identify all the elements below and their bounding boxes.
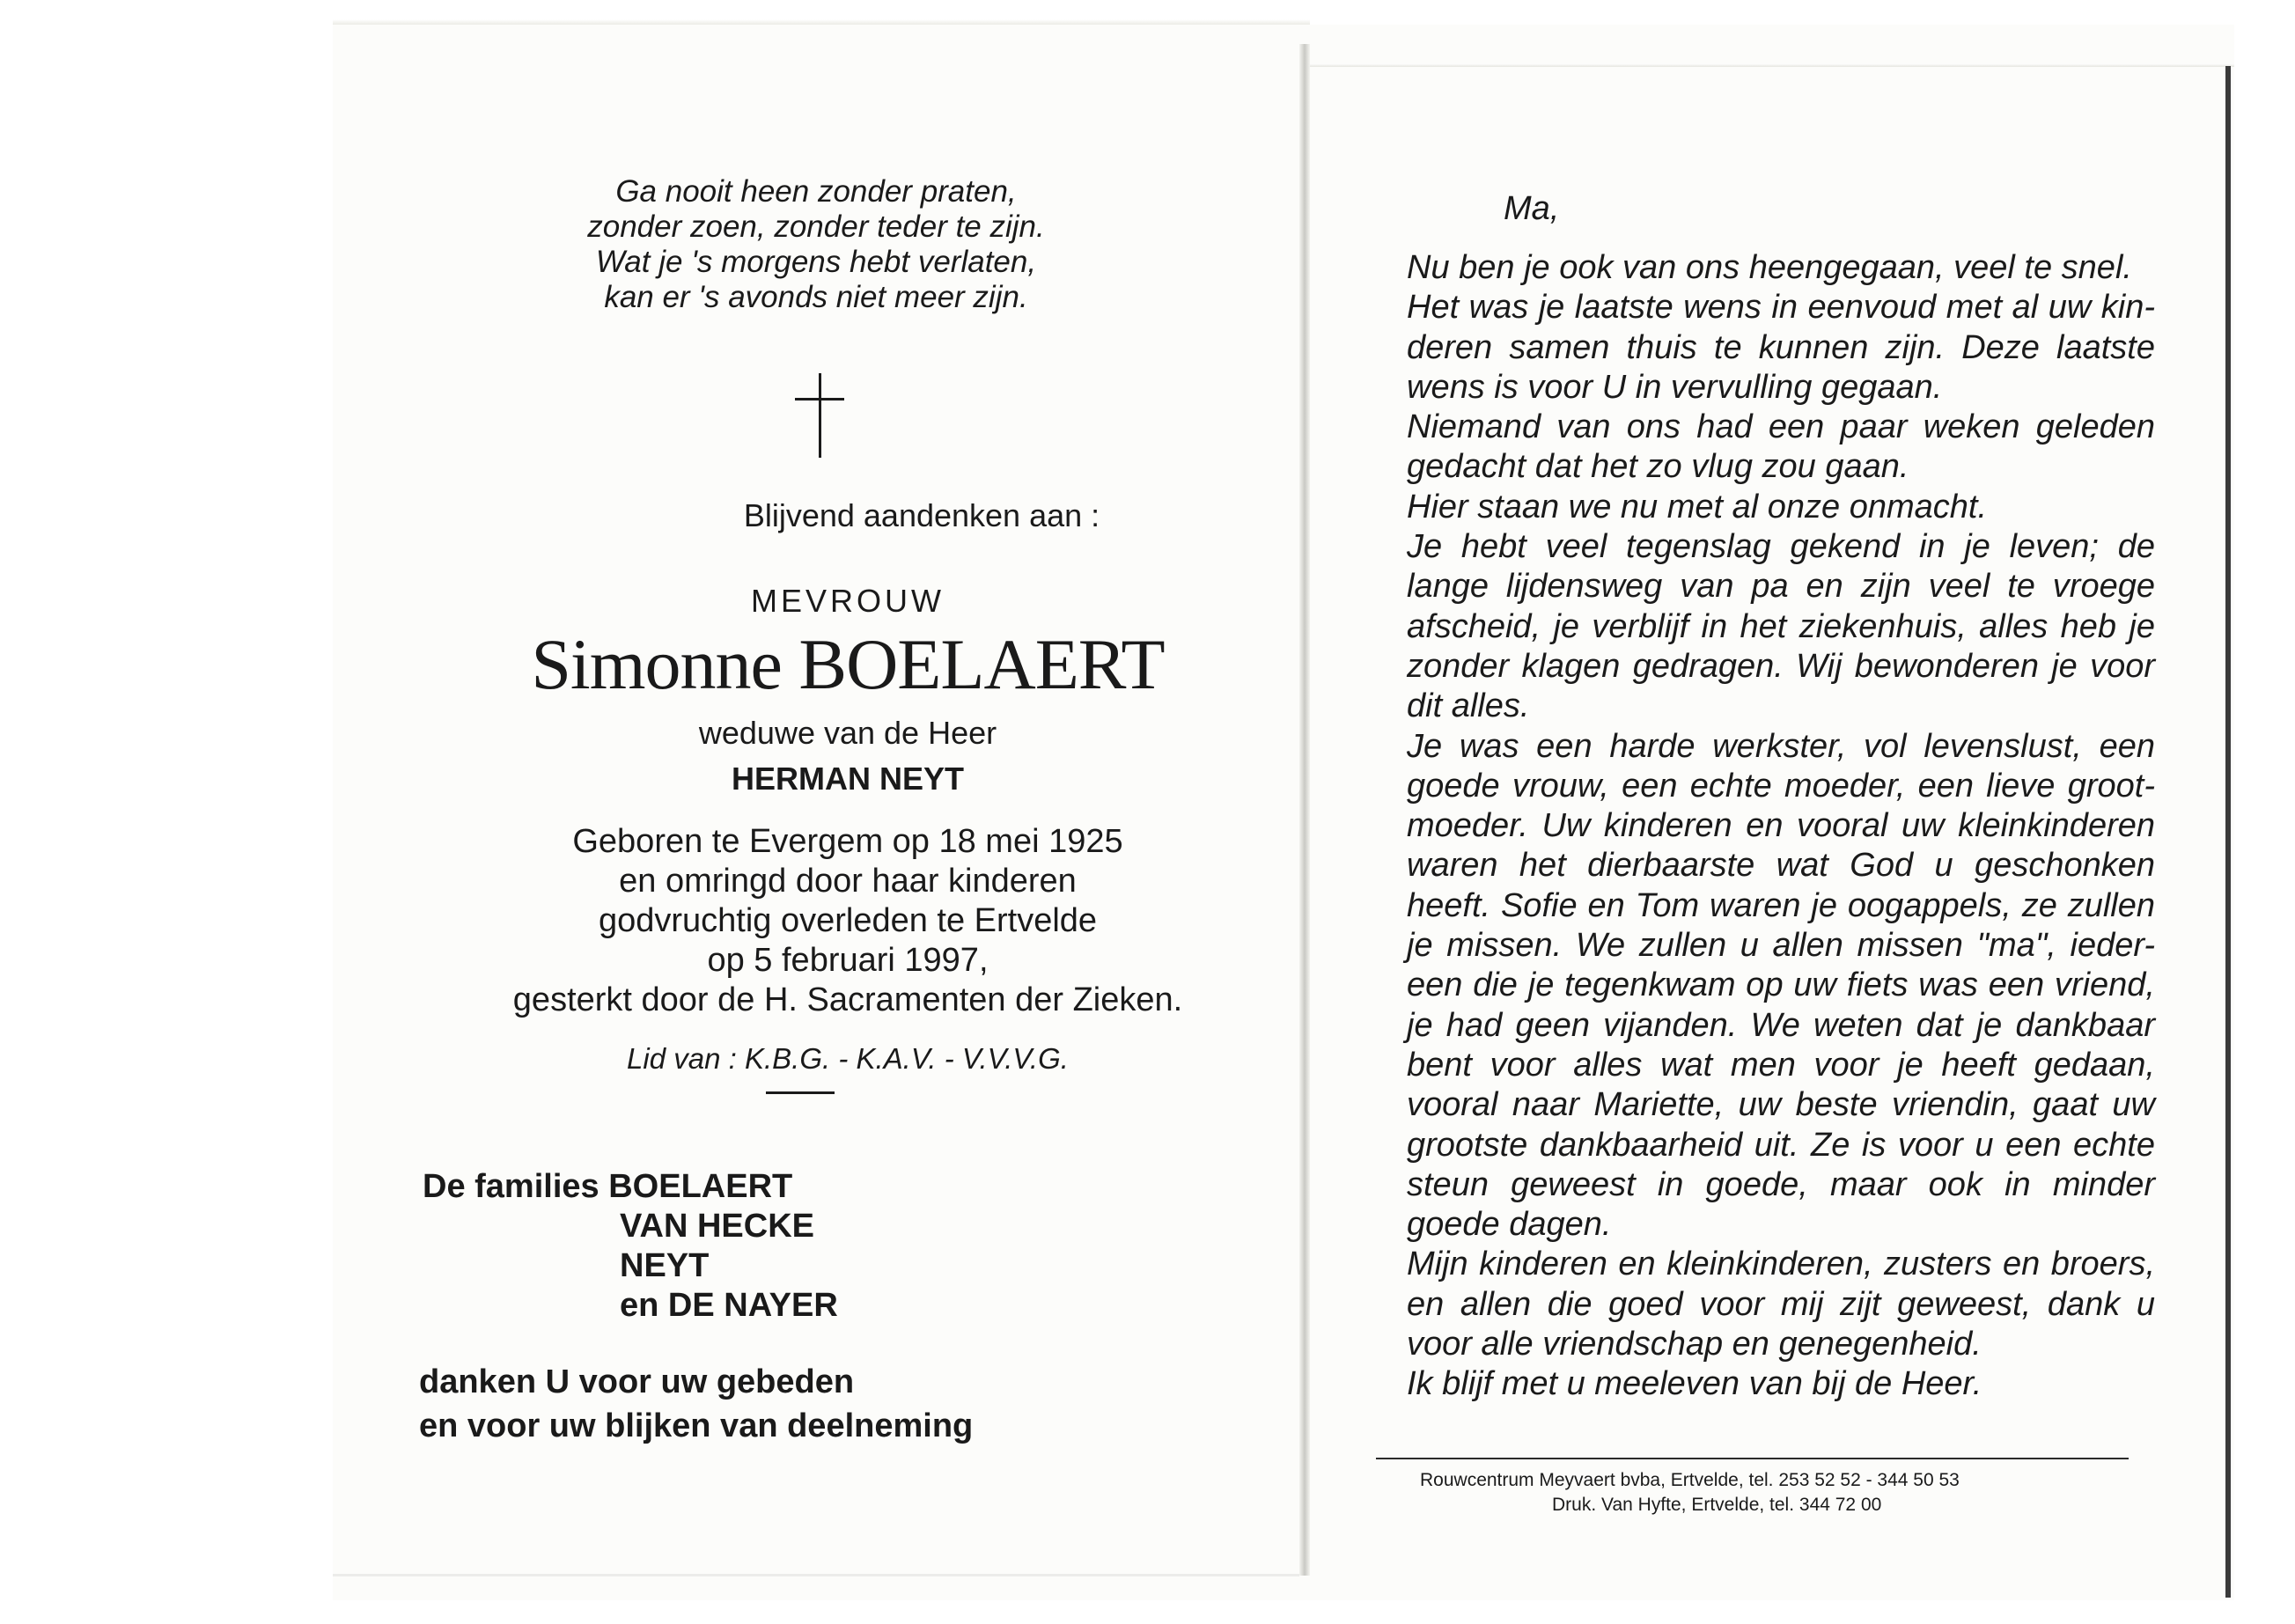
letter-line: Niemand van ons had een paar weken geleden xyxy=(1407,408,2155,446)
letter-line: Nu ben je ook van ons heengegaan, veel te snel. xyxy=(1407,249,2132,286)
divider xyxy=(766,1091,835,1094)
cross-icon-bar xyxy=(795,398,844,400)
family-name: en DE NAYER xyxy=(620,1287,838,1324)
letter-line: je missen. We zullen u allen missen "ma", ieder- xyxy=(1407,927,2155,965)
detail-line: op 5 februari 1997, xyxy=(707,942,989,979)
letter-line: Je hebt veel tegenslag gekend in je leven; de xyxy=(1407,528,2155,566)
letter-line: Je was een harde werkster, vol levenslust, een xyxy=(1407,727,2155,765)
honorific: MEVROUW xyxy=(751,583,945,619)
letter-line: waren het dierbaarste wat God u geschonken xyxy=(1407,847,2155,885)
cross-icon xyxy=(819,373,821,458)
letter-line: wens is voor U in vervulling gegaan. xyxy=(1407,368,1943,406)
footer-line: Rouwcentrum Meyvaert bvba, Ertvelde, tel. 253 52 52 - 344 50 53 xyxy=(1420,1470,1960,1490)
letter-line: en allen die goed voor mij zijt geweest, dank u xyxy=(1407,1285,2155,1323)
remembrance-heading: Blijvend aandenken aan : xyxy=(743,497,1100,533)
letter-line: Het was je laatste wens in eenvoud met al uw kin- xyxy=(1407,289,2155,327)
thanks-line: en voor uw blijken van deelneming xyxy=(419,1407,974,1444)
letter-line: voor alle vriendschap en genegenheid. xyxy=(1407,1326,1982,1363)
widow-of-label: weduwe van de Heer xyxy=(698,715,997,751)
letter-line: gedacht dat het zo vlug zou gaan. xyxy=(1407,448,1909,486)
letter-line: deren samen thuis te kunnen zijn. Deze laatste xyxy=(1407,328,2155,366)
letter-salutation: Ma, xyxy=(1504,190,1560,227)
letter-line: moeder. Uw kinderen en vooral uw kleinkinderen xyxy=(1407,807,2155,845)
letter-line: steun geweest in goede, maar ook in minder xyxy=(1407,1165,2155,1203)
detail-line: Geboren te Evergem op 18 mei 1925 xyxy=(572,823,1123,860)
letter-line: dit alles. xyxy=(1407,687,1530,725)
printer-footer xyxy=(1420,1468,1960,1517)
family-name: NEYT xyxy=(620,1247,710,1284)
letter-line: Mijn kinderen en kleinkinderen, zusters en broers, xyxy=(1407,1246,2155,1283)
deceased-name: Simonne BOELAERT xyxy=(531,624,1165,704)
detail-line: en omringd door haar kinderen xyxy=(619,863,1077,900)
poem-line: Wat je 's morgens hebt verlaten, xyxy=(595,245,1037,279)
family-name: VAN HECKE xyxy=(620,1208,814,1245)
letter-line: lange lijdensweg van pa en zijn veel te vroege xyxy=(1407,568,2155,606)
poem xyxy=(333,174,1299,315)
right-panel xyxy=(1310,67,2225,1581)
letter-line: afscheid, je verblijf in het ziekenhuis, alles heb je xyxy=(1407,607,2155,645)
letter-line: goede vrouw, een echte moeder, een lieve groot- xyxy=(1407,767,2155,805)
life-details xyxy=(364,822,1331,1020)
letter-line: een die je tegenkwam op uw fiets was een vriend, xyxy=(1407,966,2155,1004)
letter-line: Ik blijf met u meeleven van bij de Heer. xyxy=(1407,1365,1982,1403)
poem-line: kan er 's avonds niet meer zijn. xyxy=(604,280,1028,314)
letter-line: je had geen vijanden. We weten dat je dankbaar xyxy=(1407,1006,2155,1044)
card-bottom-edge xyxy=(333,1574,1299,1576)
poem-line: Ga nooit heen zonder praten, xyxy=(615,174,1017,209)
membership-line: Lid van : K.B.G. - K.A.V. - V.V.V.G. xyxy=(627,1042,1069,1075)
poem-line: zonder zoen, zonder teder te zijn. xyxy=(587,209,1045,244)
letter-line: heeft. Sofie en Tom waren je oogappels, ze zullen xyxy=(1407,886,2155,924)
families-prefix: De families xyxy=(423,1168,599,1205)
detail-line: godvruchtig overleden te Ertvelde xyxy=(598,902,1098,939)
letter-line: bent voor alles wat men voor je heeft gedaan, xyxy=(1407,1046,2155,1084)
thanks-line: danken U voor uw gebeden xyxy=(419,1363,855,1400)
footer-rule xyxy=(1376,1458,2129,1459)
families-block xyxy=(423,1167,838,1326)
footer-line: Druk. Van Hyfte, Ertvelde, tel. 344 72 00 xyxy=(1552,1495,1882,1515)
family-name: BOELAERT xyxy=(608,1168,793,1205)
detail-line: gesterkt door de H. Sacramenten der Zieken. xyxy=(512,981,1183,1018)
thanks-block xyxy=(419,1360,973,1448)
card-right-edge xyxy=(2225,66,2231,1598)
letter-line: vooral naar Mariette, uw beste vriendin, gaat uw xyxy=(1407,1086,2155,1124)
letter-line: grootste dankbaarheid uit. Ze is voor u een echte xyxy=(1407,1126,2155,1164)
left-panel xyxy=(333,25,1299,1574)
letter-body xyxy=(1407,248,2155,1405)
spouse-name: HERMAN NEYT xyxy=(731,761,964,797)
card-fold xyxy=(1299,44,1310,1576)
letter-line: Hier staan we nu met al onze onmacht. xyxy=(1407,488,1988,525)
letter-line: goede dagen. xyxy=(1407,1206,1612,1244)
letter-line: zonder klagen gedragen. Wij bewonderen je voor xyxy=(1407,647,2155,685)
